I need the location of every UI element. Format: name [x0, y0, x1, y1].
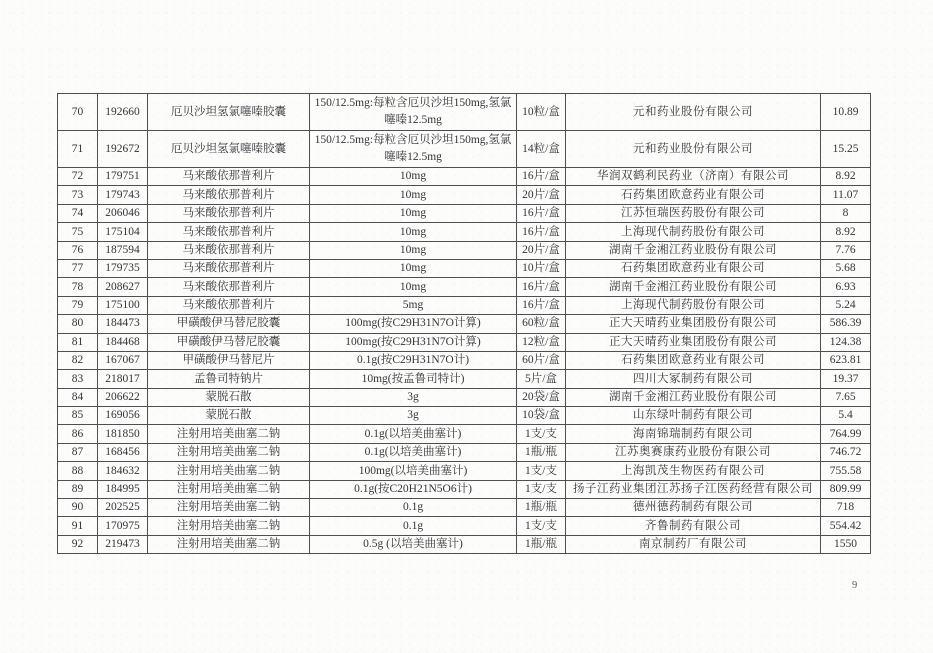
- cell-price: 7.65: [821, 388, 871, 406]
- cell-pack: 16片/盒: [517, 278, 566, 296]
- cell-spec: 0.5g (以培美曲塞计): [310, 535, 517, 553]
- cell-price: 8.92: [821, 168, 871, 186]
- cell-seq: 77: [58, 259, 98, 277]
- cell-code: 170975: [98, 517, 148, 535]
- cell-price: 11.07: [821, 186, 871, 204]
- cell-price: 6.93: [821, 278, 871, 296]
- cell-pack: 16片/盒: [517, 204, 566, 222]
- cell-spec: 10mg: [310, 204, 517, 222]
- cell-drug-name: 马来酸依那普利片: [148, 204, 310, 222]
- table-row: [58, 407, 871, 425]
- cell-drug-name: 蒙脱石散: [148, 388, 310, 406]
- cell-spec: 10mg: [310, 186, 517, 204]
- cell-spec: 3g: [310, 388, 517, 406]
- cell-price: 19.37: [821, 370, 871, 388]
- table-row: [58, 94, 871, 131]
- cell-pack: 1支/支: [517, 517, 566, 535]
- cell-pack: 12粒/盒: [517, 333, 566, 351]
- cell-code: 181850: [98, 425, 148, 443]
- cell-pack: 5片/盒: [517, 370, 566, 388]
- cell-price: 809.99: [821, 480, 871, 498]
- cell-pack: 1支/支: [517, 425, 566, 443]
- cell-price: 5.24: [821, 296, 871, 314]
- table-row: [58, 168, 871, 186]
- cell-seq: 91: [58, 517, 98, 535]
- cell-company: 湖南千金湘江药业股份有限公司: [566, 241, 821, 259]
- cell-company: 湖南千金湘江药业股份有限公司: [566, 388, 821, 406]
- cell-drug-name: 注射用培美曲塞二钠: [148, 517, 310, 535]
- cell-code: 184632: [98, 462, 148, 480]
- cell-spec: 0.1g(按C20H21N5O6计): [310, 480, 517, 498]
- cell-seq: 89: [58, 480, 98, 498]
- cell-pack: 16片/盒: [517, 223, 566, 241]
- cell-seq: 90: [58, 499, 98, 517]
- cell-company: 正大天晴药业集团股份有限公司: [566, 333, 821, 351]
- cell-company: 石药集团欧意药业有限公司: [566, 351, 821, 369]
- table-row: [58, 186, 871, 204]
- cell-price: 755.58: [821, 462, 871, 480]
- table-row: [58, 462, 871, 480]
- table-row: [58, 278, 871, 296]
- cell-drug-name: 注射用培美曲塞二钠: [148, 462, 310, 480]
- table-row: [58, 517, 871, 535]
- cell-seq: 78: [58, 278, 98, 296]
- cell-spec: 150/12.5mg:每粒含厄贝沙坦150mg,氢氯噻嗪12.5mg: [310, 131, 517, 168]
- cell-seq: 80: [58, 315, 98, 333]
- cell-seq: 83: [58, 370, 98, 388]
- cell-spec: 150/12.5mg:每粒含厄贝沙坦150mg,氢氯噻嗪12.5mg: [310, 94, 517, 131]
- cell-pack: 10粒/盒: [517, 94, 566, 131]
- cell-spec: 100mg(以培美曲塞计): [310, 462, 517, 480]
- drug-price-table-body: [58, 94, 871, 554]
- cell-company: 江苏恒瑞医药股份有限公司: [566, 204, 821, 222]
- cell-drug-name: 孟鲁司特钠片: [148, 370, 310, 388]
- cell-drug-name: 厄贝沙坦氢氯噻嗪胶囊: [148, 131, 310, 168]
- cell-company: 石药集团欧意药业有限公司: [566, 186, 821, 204]
- cell-seq: 82: [58, 351, 98, 369]
- cell-code: 167067: [98, 351, 148, 369]
- table-row: [58, 443, 871, 461]
- cell-drug-name: 马来酸依那普利片: [148, 241, 310, 259]
- cell-price: 586.39: [821, 315, 871, 333]
- table-row: [58, 388, 871, 406]
- cell-code: 169056: [98, 407, 148, 425]
- cell-drug-name: 甲磺酸伊马替尼片: [148, 351, 310, 369]
- cell-code: 175104: [98, 223, 148, 241]
- cell-seq: 87: [58, 443, 98, 461]
- cell-code: 192672: [98, 131, 148, 168]
- cell-pack: 60片/盒: [517, 351, 566, 369]
- cell-price: 5.68: [821, 259, 871, 277]
- cell-spec: 10mg(按孟鲁司特计): [310, 370, 517, 388]
- cell-drug-name: 甲磺酸伊马替尼胶囊: [148, 333, 310, 351]
- table-row: [58, 259, 871, 277]
- cell-spec: 0.1g(按C29H31N7O计): [310, 351, 517, 369]
- cell-company: 华润双鹤利民药业（济南）有限公司: [566, 168, 821, 186]
- cell-company: 齐鲁制药有限公司: [566, 517, 821, 535]
- cell-code: 175100: [98, 296, 148, 314]
- cell-drug-name: 马来酸依那普利片: [148, 278, 310, 296]
- cell-company: 海南锦瑞制药有限公司: [566, 425, 821, 443]
- cell-pack: 20片/盒: [517, 186, 566, 204]
- cell-seq: 71: [58, 131, 98, 168]
- cell-drug-name: 注射用培美曲塞二钠: [148, 480, 310, 498]
- cell-spec: 3g: [310, 407, 517, 425]
- cell-code: 179743: [98, 186, 148, 204]
- cell-company: 上海现代制药股份有限公司: [566, 296, 821, 314]
- table-row: [58, 351, 871, 369]
- cell-price: 5.4: [821, 407, 871, 425]
- cell-drug-name: 马来酸依那普利片: [148, 168, 310, 186]
- cell-pack: 60粒/盒: [517, 315, 566, 333]
- cell-seq: 74: [58, 204, 98, 222]
- cell-seq: 85: [58, 407, 98, 425]
- cell-code: 179735: [98, 259, 148, 277]
- cell-pack: 1瓶/瓶: [517, 499, 566, 517]
- cell-seq: 73: [58, 186, 98, 204]
- cell-price: 15.25: [821, 131, 871, 168]
- cell-code: 184995: [98, 480, 148, 498]
- cell-company: 元和药业股份有限公司: [566, 131, 821, 168]
- table-row: [58, 425, 871, 443]
- cell-pack: 1支/支: [517, 462, 566, 480]
- cell-company: 上海凯茂生物医药有限公司: [566, 462, 821, 480]
- cell-spec: 5mg: [310, 296, 517, 314]
- cell-pack: 1瓶/瓶: [517, 535, 566, 553]
- table-row: [58, 370, 871, 388]
- cell-price: 124.38: [821, 333, 871, 351]
- cell-drug-name: 厄贝沙坦氢氯噻嗪胶囊: [148, 94, 310, 131]
- cell-seq: 76: [58, 241, 98, 259]
- cell-code: 184468: [98, 333, 148, 351]
- cell-price: 8.92: [821, 223, 871, 241]
- cell-spec: 10mg: [310, 259, 517, 277]
- cell-spec: 0.1g(以培美曲塞计): [310, 425, 517, 443]
- cell-drug-name: 蒙脱石散: [148, 407, 310, 425]
- cell-company: 上海现代制药股份有限公司: [566, 223, 821, 241]
- table-row: [58, 296, 871, 314]
- cell-spec: 100mg(按C29H31N7O计算): [310, 333, 517, 351]
- cell-pack: 10片/盒: [517, 259, 566, 277]
- cell-seq: 81: [58, 333, 98, 351]
- cell-code: 192660: [98, 94, 148, 131]
- cell-spec: 100mg(按C29H31N7O计算): [310, 315, 517, 333]
- cell-code: 202525: [98, 499, 148, 517]
- table-row: [58, 223, 871, 241]
- cell-price: 764.99: [821, 425, 871, 443]
- cell-pack: 14粒/盒: [517, 131, 566, 168]
- cell-seq: 84: [58, 388, 98, 406]
- cell-drug-name: 马来酸依那普利片: [148, 296, 310, 314]
- cell-price: 10.89: [821, 94, 871, 131]
- cell-seq: 70: [58, 94, 98, 131]
- drug-price-table: [57, 93, 871, 554]
- cell-seq: 72: [58, 168, 98, 186]
- cell-drug-name: 注射用培美曲塞二钠: [148, 443, 310, 461]
- cell-pack: 16片/盒: [517, 168, 566, 186]
- cell-drug-name: 注射用培美曲塞二钠: [148, 499, 310, 517]
- cell-drug-name: 马来酸依那普利片: [148, 259, 310, 277]
- cell-code: 168456: [98, 443, 148, 461]
- cell-code: 218017: [98, 370, 148, 388]
- cell-spec: 0.1g: [310, 517, 517, 535]
- table-row: [58, 333, 871, 351]
- table-row: [58, 315, 871, 333]
- cell-seq: 92: [58, 535, 98, 553]
- cell-pack: 20片/盒: [517, 241, 566, 259]
- cell-company: 石药集团欧意药业有限公司: [566, 259, 821, 277]
- cell-pack: 1支/支: [517, 480, 566, 498]
- cell-price: 623.81: [821, 351, 871, 369]
- cell-company: 江苏奥赛康药业股份有限公司: [566, 443, 821, 461]
- cell-company: 扬子江药业集团江苏扬子江医药经营有限公司: [566, 480, 821, 498]
- cell-pack: 20袋/盒: [517, 388, 566, 406]
- table-row: [58, 535, 871, 553]
- table-row: [58, 131, 871, 168]
- cell-pack: 16片/盒: [517, 296, 566, 314]
- table-row: [58, 241, 871, 259]
- cell-seq: 75: [58, 223, 98, 241]
- cell-price: 1550: [821, 535, 871, 553]
- cell-drug-name: 马来酸依那普利片: [148, 223, 310, 241]
- cell-price: 7.76: [821, 241, 871, 259]
- cell-pack: 10袋/盒: [517, 407, 566, 425]
- cell-spec: 10mg: [310, 241, 517, 259]
- cell-company: 元和药业股份有限公司: [566, 94, 821, 131]
- cell-price: 718: [821, 499, 871, 517]
- cell-seq: 88: [58, 462, 98, 480]
- cell-code: 206622: [98, 388, 148, 406]
- cell-price: 8: [821, 204, 871, 222]
- cell-code: 187594: [98, 241, 148, 259]
- cell-spec: 0.1g: [310, 499, 517, 517]
- table-row: [58, 204, 871, 222]
- cell-spec: 10mg: [310, 278, 517, 296]
- table-row: [58, 480, 871, 498]
- cell-seq: 79: [58, 296, 98, 314]
- cell-company: 正大天晴药业集团股份有限公司: [566, 315, 821, 333]
- table-row: [58, 499, 871, 517]
- cell-company: 德州德药制药有限公司: [566, 499, 821, 517]
- cell-company: 四川大冢制药有限公司: [566, 370, 821, 388]
- cell-company: 湖南千金湘江药业股份有限公司: [566, 278, 821, 296]
- page-number: 9: [852, 580, 858, 591]
- cell-spec: 10mg: [310, 223, 517, 241]
- cell-price: 746.72: [821, 443, 871, 461]
- cell-company: 南京制药厂有限公司: [566, 535, 821, 553]
- cell-drug-name: 注射用培美曲塞二钠: [148, 535, 310, 553]
- cell-code: 219473: [98, 535, 148, 553]
- cell-code: 206046: [98, 204, 148, 222]
- cell-price: 554.42: [821, 517, 871, 535]
- cell-drug-name: 注射用培美曲塞二钠: [148, 425, 310, 443]
- cell-code: 184473: [98, 315, 148, 333]
- cell-seq: 86: [58, 425, 98, 443]
- cell-spec: 0.1g(以培美曲塞计): [310, 443, 517, 461]
- cell-drug-name: 马来酸依那普利片: [148, 186, 310, 204]
- cell-code: 179751: [98, 168, 148, 186]
- cell-pack: 1瓶/瓶: [517, 443, 566, 461]
- cell-spec: 10mg: [310, 168, 517, 186]
- cell-company: 山东绿叶制药有限公司: [566, 407, 821, 425]
- cell-code: 208627: [98, 278, 148, 296]
- cell-drug-name: 甲磺酸伊马替尼胶囊: [148, 315, 310, 333]
